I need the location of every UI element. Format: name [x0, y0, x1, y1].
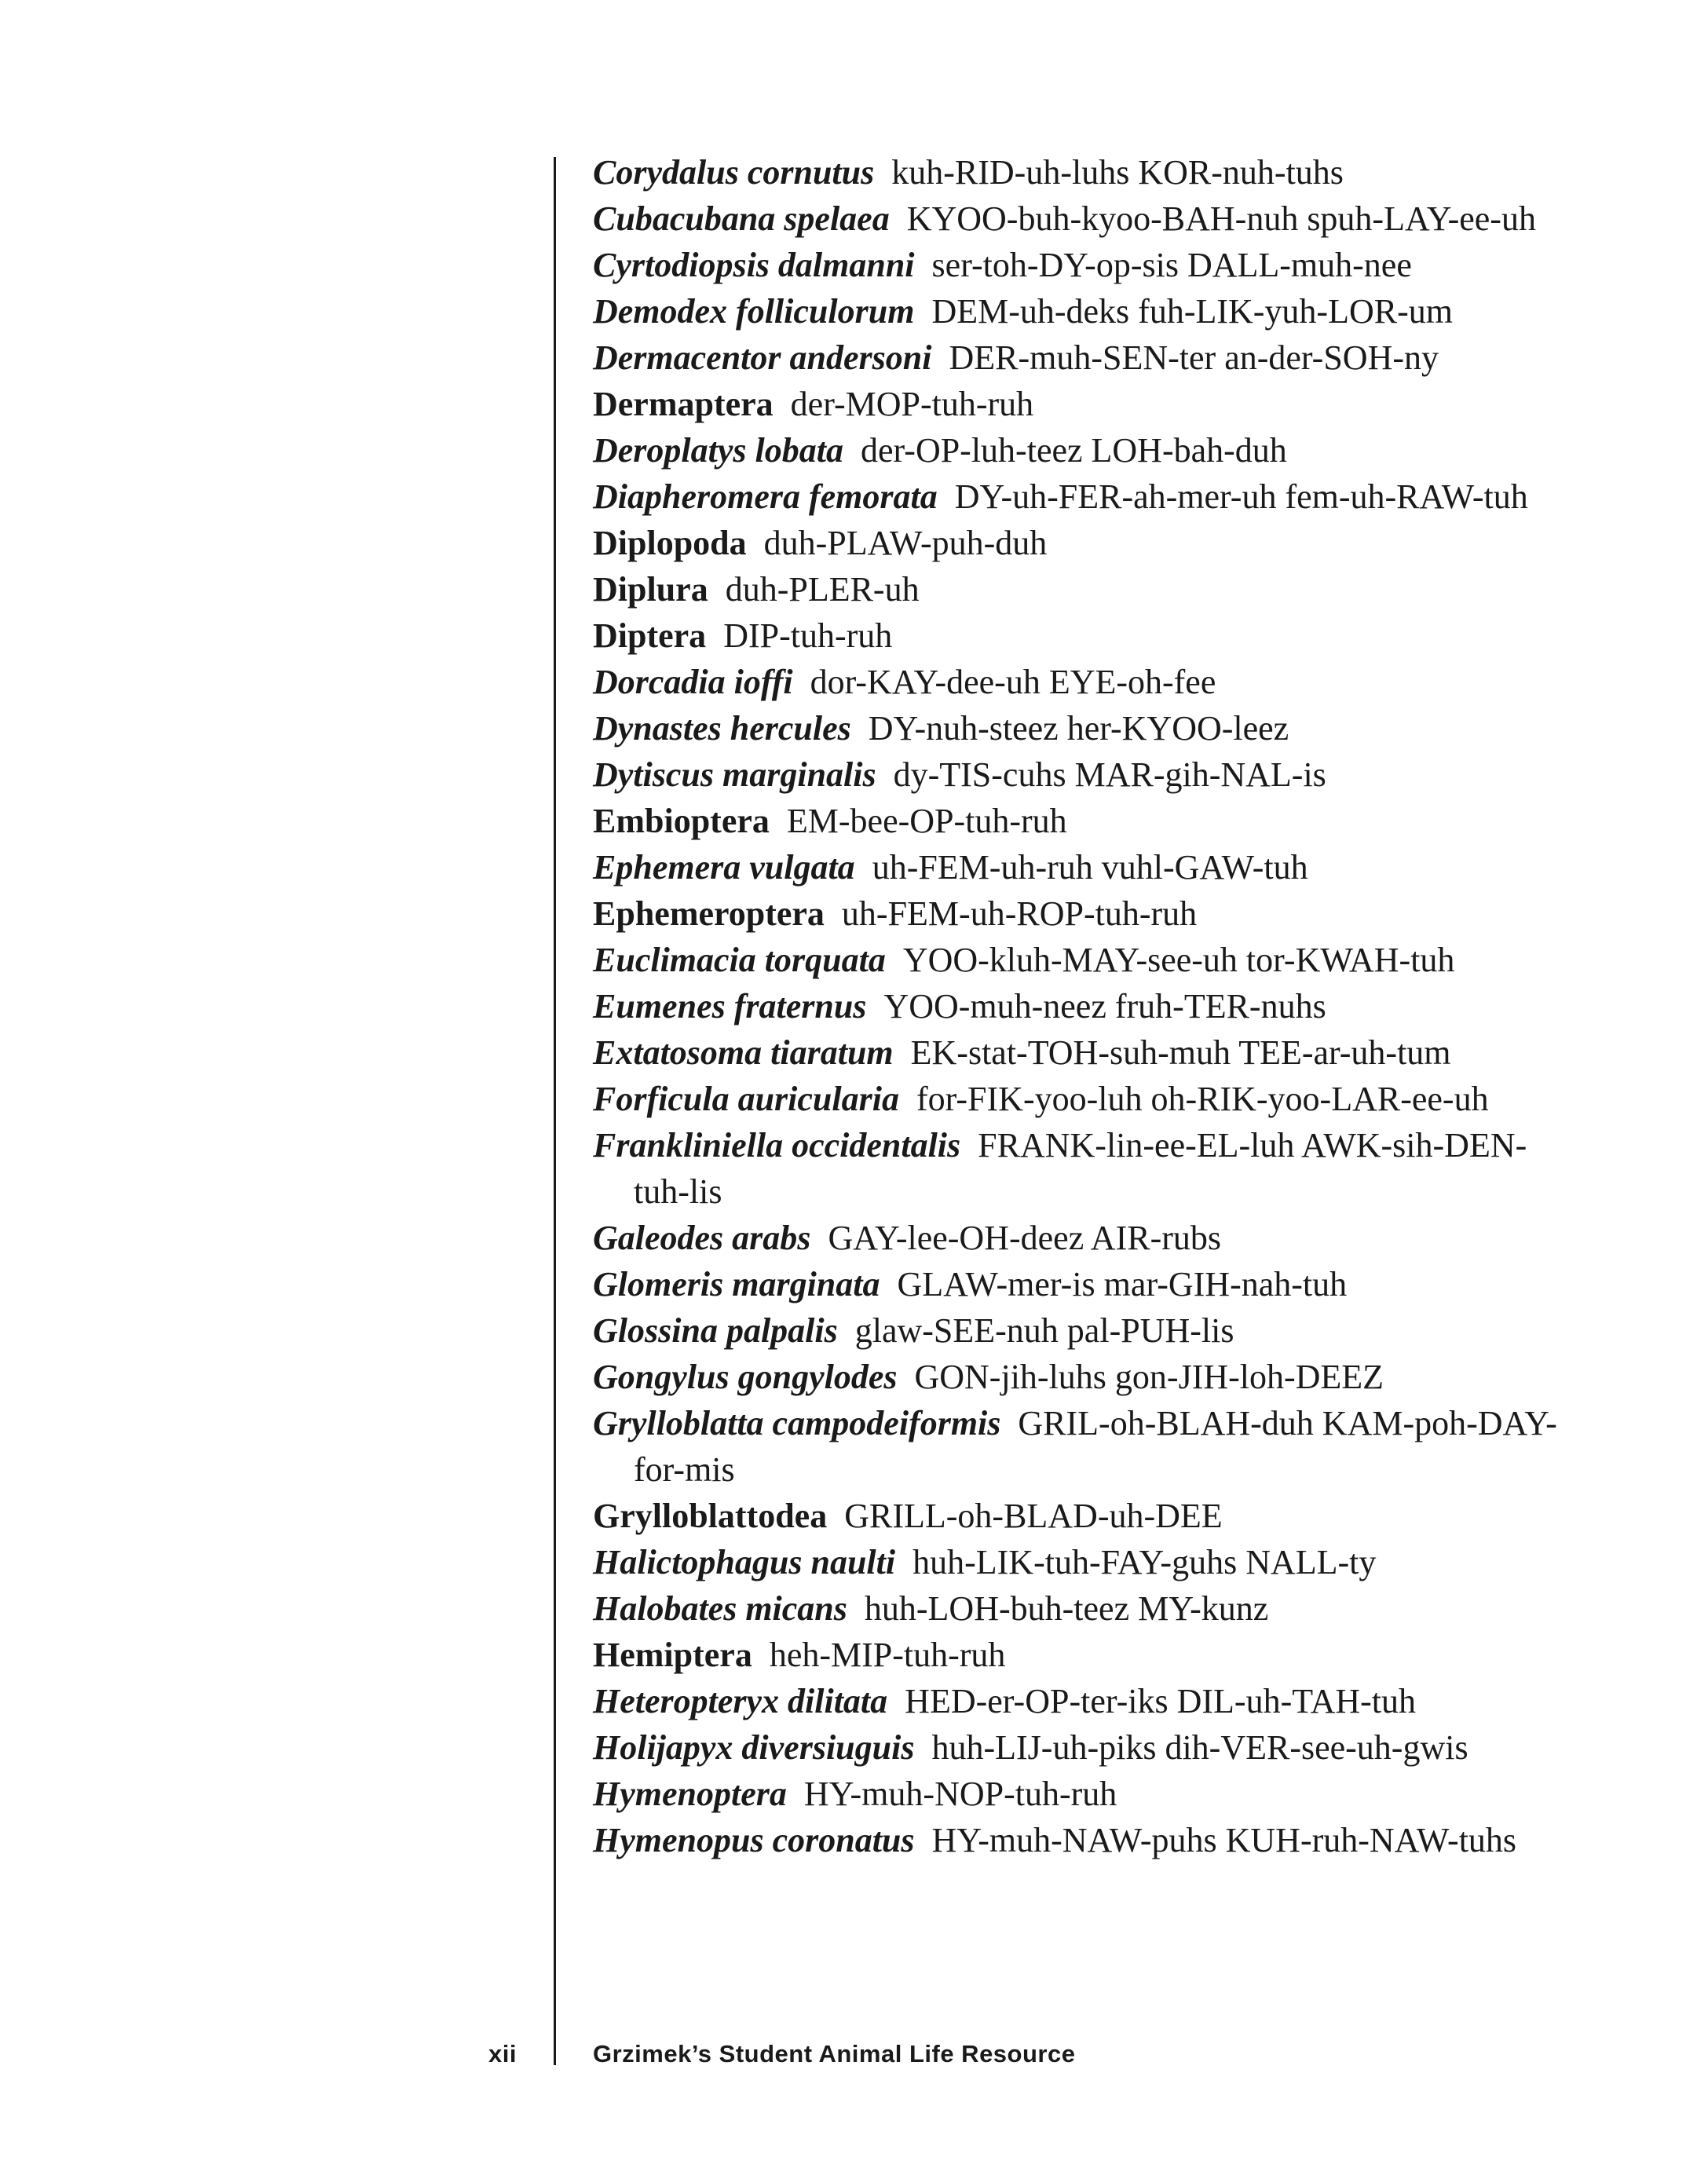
entry-pronunciation: YOO-muh-neez fruh-TER-nuhs [883, 987, 1326, 1026]
pronunciation-entry [593, 1122, 1559, 1215]
entry-term: Ephemera vulgata [593, 848, 855, 887]
pronunciation-list [593, 149, 1559, 1863]
entry-term: Galeodes arabs [593, 1219, 811, 1257]
pronunciation-entry [593, 335, 1559, 381]
pronunciation-entry [593, 751, 1559, 798]
entry-term: Cubacubana spelaea [593, 199, 890, 238]
entry-term: Holijapyx diversiuguis [593, 1728, 915, 1767]
pronunciation-entry [593, 1678, 1559, 1724]
pronunciation-entry [593, 1307, 1559, 1354]
pronunciation-entry [593, 1724, 1559, 1771]
entry-pronunciation: GLAW-mer-is mar-GIH-nah-tuh [897, 1265, 1348, 1303]
entry-term: Glomeris marginata [593, 1265, 880, 1303]
pronunciation-entry [593, 1029, 1559, 1076]
entry-term: Dermaptera [593, 385, 774, 423]
entry-term: Diptera [593, 616, 707, 655]
entry-pronunciation: uh-FEM-uh-ROP-tuh-ruh [841, 894, 1198, 933]
pronunciation-entry [593, 890, 1559, 937]
pronunciation-entry [593, 1632, 1559, 1678]
entry-term: Dytiscus marginalis [593, 755, 876, 794]
pronunciation-entry [593, 983, 1559, 1029]
entry-pronunciation: EK-stat-TOH-suh-muh TEE-ar-uh-tum [910, 1033, 1451, 1072]
entry-pronunciation: dor-KAY-dee-uh EYE-oh-fee [810, 663, 1216, 701]
entry-pronunciation: GON-jih-luhs gon-JIH-loh-DEEZ [914, 1358, 1384, 1396]
book-title: Grzimek’s Student Animal Life Resource [593, 2040, 1076, 2067]
entry-pronunciation: glaw-SEE-nuh pal-PUH-lis [854, 1311, 1234, 1350]
entry-pronunciation: der-MOP-tuh-ruh [790, 385, 1034, 423]
pronunciation-entry [593, 1493, 1559, 1539]
entry-pronunciation: KYOO-buh-kyoo-BAH-nuh spuh-LAY-ee-uh [906, 199, 1536, 238]
page-number: xii [488, 2040, 517, 2067]
entry-term: Extatosoma tiaratum [593, 1033, 894, 1072]
entry-term: Eumenes fraternus [593, 987, 867, 1026]
entry-term: Glossina palpalis [593, 1311, 838, 1350]
pronunciation-entry [593, 937, 1559, 983]
entry-pronunciation: FRANK-lin-ee-EL-luh AWK-sih-DEN-tuh-lis [634, 1126, 1527, 1211]
pronunciation-entry [593, 705, 1559, 751]
entry-pronunciation: for-FIK-yoo-luh oh-RIK-yoo-LAR-ee-uh [916, 1080, 1489, 1118]
pronunciation-entry [593, 1817, 1559, 1863]
entry-term: Embioptera [593, 802, 770, 840]
entry-term: Gongylus gongylodes [593, 1358, 898, 1396]
entry-pronunciation: DEM-uh-deks fuh-LIK-yuh-LOR-um [931, 292, 1453, 331]
entry-pronunciation: heh-MIP-tuh-ruh [769, 1636, 1006, 1674]
entry-pronunciation: duh-PLAW-puh-duh [763, 524, 1048, 562]
entry-term: Hymenoptera [593, 1775, 787, 1813]
entry-term: Forficula auricularia [593, 1080, 899, 1118]
pronunciation-entry [593, 566, 1559, 612]
entry-term: Grylloblattodea [593, 1497, 828, 1535]
entry-pronunciation: der-OP-luh-teez LOH-bah-duh [860, 431, 1287, 470]
entry-term: Euclimacia torquata [593, 941, 886, 979]
pronunciation-entry [593, 1400, 1559, 1493]
pronunciation-entry [593, 427, 1559, 473]
entry-pronunciation: HY-muh-NOP-tuh-ruh [803, 1775, 1117, 1813]
pronunciation-entry [593, 520, 1559, 566]
entry-pronunciation: GRIL-oh-BLAH-duh KAM-poh-DAY-for-mis [634, 1404, 1557, 1489]
pronunciation-entry [593, 1771, 1559, 1817]
entry-term: Halictophagus naulti [593, 1543, 896, 1581]
entry-pronunciation: huh-LIK-tuh-FAY-guhs NALL-ty [913, 1543, 1377, 1581]
pronunciation-entry [593, 844, 1559, 890]
pronunciation-entry [593, 1215, 1559, 1261]
entry-pronunciation: GAY-lee-OH-deez AIR-rubs [828, 1219, 1222, 1257]
entry-term: Heteropteryx dilitata [593, 1682, 888, 1720]
entry-pronunciation: DER-muh-SEN-ter an-der-SOH-ny [949, 338, 1439, 377]
pronunciation-entry [593, 288, 1559, 335]
entry-term: Ephemeroptera [593, 894, 825, 933]
pronunciation-entry [593, 798, 1559, 844]
entry-term: Diapheromera femorata [593, 477, 938, 516]
entry-pronunciation: huh-LIJ-uh-piks dih-VER-see-uh-gwis [931, 1728, 1468, 1767]
pronunciation-entry [593, 1261, 1559, 1307]
pronunciation-entry [593, 149, 1559, 196]
entry-term: Hemiptera [593, 1636, 752, 1674]
entry-pronunciation: HY-muh-NAW-puhs KUH-ruh-NAW-tuhs [931, 1821, 1517, 1859]
entry-pronunciation: DIP-tuh-ruh [723, 616, 893, 655]
entry-term: Hymenopus coronatus [593, 1821, 915, 1859]
entry-pronunciation: ser-toh-DY-op-sis DALL-muh-nee [931, 246, 1412, 284]
entry-term: Dorcadia ioffi [593, 663, 793, 701]
entry-pronunciation: GRILL-oh-BLAD-uh-DEE [844, 1497, 1223, 1535]
entry-term: Diplopoda [593, 524, 747, 562]
entry-term: Grylloblatta campodeiformis [593, 1404, 1001, 1442]
pronunciation-entry [593, 612, 1559, 659]
entry-pronunciation: EM-bee-OP-tuh-ruh [786, 802, 1067, 840]
entry-pronunciation: huh-LOH-buh-teez MY-kunz [864, 1589, 1269, 1628]
entry-term: Frankliniella occidentalis [593, 1126, 961, 1164]
pronunciation-entry [593, 1076, 1559, 1122]
entry-term: Halobates micans [593, 1589, 847, 1628]
entry-pronunciation: YOO-kluh-MAY-see-uh tor-KWAH-tuh [902, 941, 1455, 979]
pronunciation-entry [593, 473, 1559, 520]
pronunciation-entry [593, 1585, 1559, 1632]
entry-pronunciation: DY-nuh-steez her-KYOO-leez [868, 709, 1289, 748]
pronunciation-entry [593, 242, 1559, 288]
pronunciation-entry [593, 659, 1559, 705]
pronunciation-entry [593, 1539, 1559, 1585]
pronunciation-entry [593, 381, 1559, 427]
entry-pronunciation: HED-er-OP-ter-iks DIL-uh-TAH-tuh [905, 1682, 1417, 1720]
margin-rule [554, 157, 556, 2065]
entry-pronunciation: kuh-RID-uh-luhs KOR-nuh-tuhs [891, 153, 1344, 192]
entry-pronunciation: DY-uh-FER-ah-mer-uh fem-uh-RAW-tuh [954, 477, 1528, 516]
entry-term: Demodex folliculorum [593, 292, 915, 331]
pronunciation-entry [593, 196, 1559, 242]
entry-term: Deroplatys lobata [593, 431, 843, 470]
entry-term: Dynastes hercules [593, 709, 851, 748]
entry-pronunciation: dy-TIS-cuhs MAR-gih-NAL-is [893, 755, 1326, 794]
entry-term: Dermacentor andersoni [593, 338, 932, 377]
entry-term: Corydalus cornutus [593, 153, 875, 192]
entry-pronunciation: uh-FEM-uh-ruh vuhl-GAW-tuh [872, 848, 1308, 887]
entry-term: Diplura [593, 570, 708, 609]
entry-pronunciation: duh-PLER-uh [725, 570, 920, 609]
pronunciation-entry [593, 1354, 1559, 1400]
entry-term: Cyrtodiopsis dalmanni [593, 246, 915, 284]
